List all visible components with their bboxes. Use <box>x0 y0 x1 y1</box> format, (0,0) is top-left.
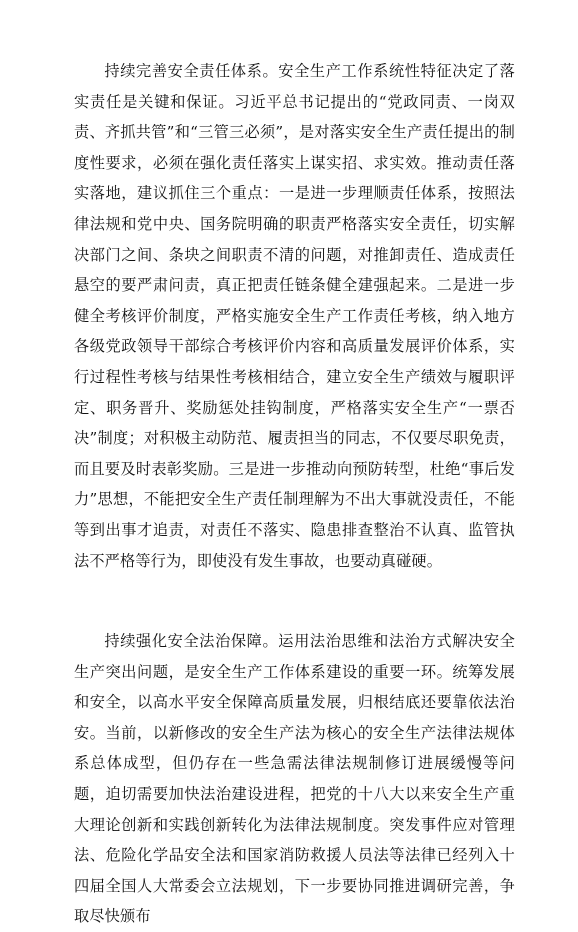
paragraph-safety-rule-of-law: 持续强化安全法治保障。运用法治思维和法治方式解决安全生产突出问题，是安全生产工作体系建设的重要一环。统筹发展和安全，以高水平安全保障高质量发展，归根结底还要靠依法治安。当前，以新修改的安全生产法为核心的安全生产法律法规体系总体成型，但仍存在一些急需法律法规制修订进展缓慢等问题，迫切需要加快法治建设进程，把党的十八大以来安全生产重大理论创新和实践创新转化为法律法规制度。突发事件应对管理法、危险化学品安全法和国家消防救援人员法等法律已经列入十四届全国人大常委会立法规划，下一步要协同推进调研完善，争取尽快颁布 <box>74 632 515 926</box>
paragraph-safety-responsibility: 持续完善安全责任体系。安全生产工作系统性特征决定了落实责任是关键和保证。习近平总书记提出的“党政同责、一岗双责、齐抓共管”和“三管三必须”，是对落实安全生产责任提出的制度性要求，必须在强化责任落实上谋实招、求实效。推动责任落实落地，建议抓住三个重点：一是进一步理顺责任体系，按照法律法规和党中央、国务院明确的职责严格落实安全责任，切实解决部门之间、条块之间职责不清的问题，对推卸责任、造成责任悬空的要严肃问责，真正把责任链条健全建强起来。二是进一步健全考核评价制度，严格实施安全生产工作责任考核，纳入地方各级党政领导干部综合考核评价内容和高质量发展评价体系，实行过程性考核与结果性考核相结合，建立安全生产绩效与履职评定、职务晋升、奖励惩处挂钩制度，严格落实安全生产“一票否决”制度；对积极主动防范、履责担当的同志，不仅要尽职免责，而且要及时表彰奖励。三是进一步推动向预防转型，杜绝“事后发力”思想，不能把安全生产责任制理解为不出大事就没责任，不能等到出事才追责，对责任不落实、隐患排查整治不认真、监管执法不严格等行为，即使没有发生事故，也要动真碰硬。 <box>74 62 515 570</box>
document-body <box>74 56 515 932</box>
